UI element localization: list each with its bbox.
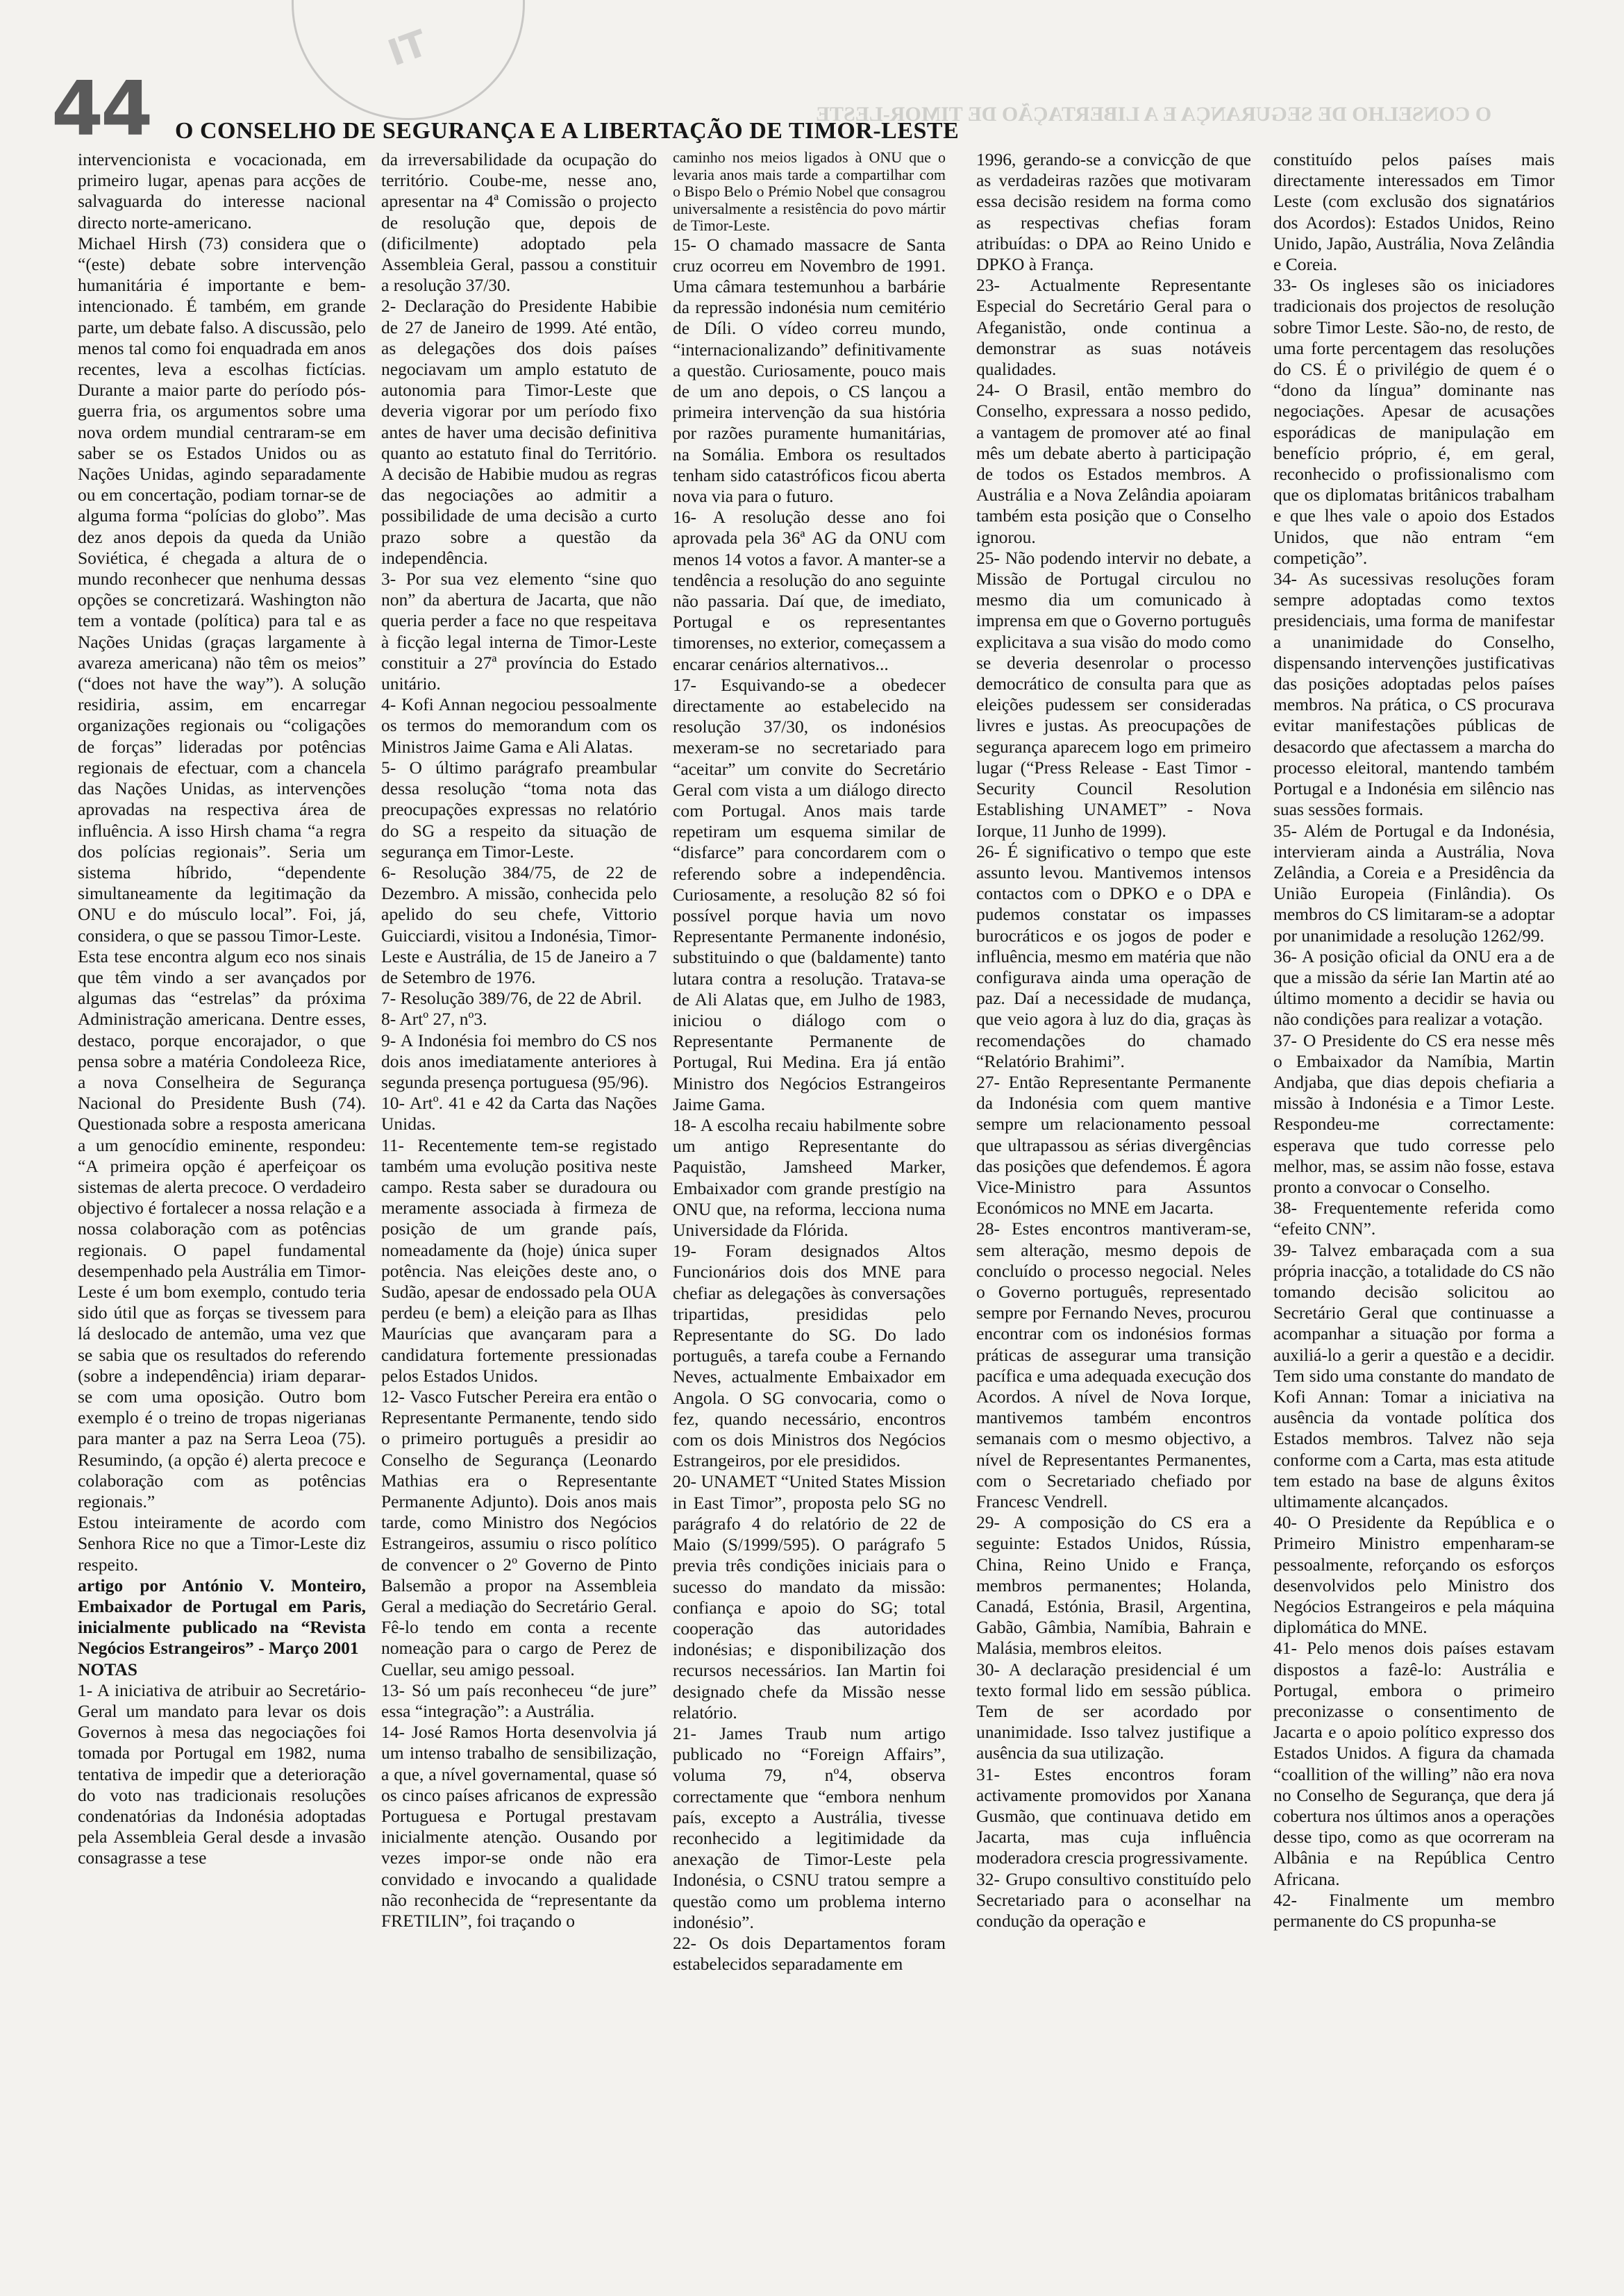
paragraph: intervencionista e vocacionada, em primeiro lugar, apenas para acções de salvaguarda do interesse nacional directo norte-americano. bbox=[78, 149, 366, 233]
note: 9- A Indonésia foi membro do CS nos dois anos imediatamente anteriores à segunda presença portuguesa (95/96). bbox=[381, 1030, 657, 1092]
note: 34- As sucessivas resoluções foram sempre adoptadas como textos presidenciais, uma forma de manifestar a unanimidade do Conselho, dispensando intervenções justificativas das posições adoptadas pelos países membros. Na prática, o CS procurava evitar manifestações públicas de desacordo que afectassem a marcha do processo eleitoral, mantendo também Portugal e a Indonésia em silêncio nas suas sessões formais. bbox=[1273, 569, 1555, 820]
note: caminho nos meios ligados à ONU que o levaria anos mais tarde a compartilhar com o Bispo Belo o Prémio Nobel que consagrou universalmente a resistência do povo mártir de Timor-Leste. bbox=[673, 149, 946, 234]
note: 10- Artº. 41 e 42 da Carta das Nações Unidas. bbox=[381, 1093, 657, 1134]
note: 42- Finalmente um membro permanente do CS propunha-se bbox=[1273, 1889, 1555, 1932]
note: 41- Pelo menos dois países estavam dispostos a fazê-lo: Austrália e Portugal, embora o primeiro preconizasse o consentimento de Jacarta e o apoio político expresso dos Estados Unidos. A figura da chamada “coallition of the willing” não era nova no Conselho de Segurança, que dera já cobertura nos últimos anos a operações desse tipo, como as que ocorreram na Albânia e na República Centro Africana. bbox=[1273, 1638, 1555, 1889]
note: 31- Estes encontros foram activamente promovidos por Xanana Gusmão, que continuava detido em Jacarta, mas cuja influência moderadora crescia progressivamente. bbox=[976, 1763, 1251, 1868]
column-1 bbox=[78, 149, 366, 1869]
column-5 bbox=[1273, 149, 1555, 1932]
page-number: 44 bbox=[51, 66, 151, 153]
note: 6- Resolução 384/75, de 22 de Dezembro. A missão, conhecida pelo apelido do seu chefe, Vittorio Guicciardi, visitou a Indonésia, Timor-Leste e Austrália, de 15 de Janeiro a 7 de Setembro de 1976. bbox=[381, 862, 657, 987]
note: 23- Actualmente Representante Especial do Secretário Geral para o Afeganistão, onde continua a demonstrar as suas notáveis qualidades. bbox=[976, 275, 1251, 380]
note: 24- O Brasil, então membro do Conselho, expressara a nosso pedido, a vantagem de promover até ao final mês um debate aberto à participação de todos os Estados membros. A Austrália e a Nova Zelândia apoiaram também esta posição que o Conselho ignorou. bbox=[976, 380, 1251, 547]
note: 3- Por sua vez elemento “sine quo non” da abertura de Jacarta, que não queria perder a face no que respeitava à ficção legal interna de Timor-Leste constituir a 27ª província do Estado unitário. bbox=[381, 569, 657, 694]
author-credit: artigo por António V. Monteiro, Embaixador de Portugal em Paris, inicialmente publicado na “Revista Negócios Estrangeiros” - Março 2001 bbox=[78, 1575, 366, 1659]
column-4 bbox=[976, 149, 1251, 1932]
note: 17- Esquivando-se a obedecer directamente ao estabelecido na resolução 37/30, os indonésios mexeram-se no secretariado para “aceitar” um convite do Secretário Geral com vista a um diálogo directo com Portugal. Anos mais tarde repetiram um esquema similar de “disfarce” para concordarem com o referendo sobre a independência. Curiosamente, a resolução 82 só foi possível porque havia um novo Representante Permanente indonésio, substituindo o que (baldamente) tanto lutara contra a resolução. Tratava-se de Ali Alatas que, em Julho de 1983, iniciou o diálogo com o Representante Permanente de Portugal, Rui Medina. Era já então Ministro dos Negócios Estrangeiros Jaime Gama. bbox=[673, 674, 946, 1114]
paragraph: Michael Hirsh (73) considera que o “(este) debate sobre intervenção humanitária é importante e bem-intencionado. É também, em grande parte, um debate falso. A discussão, pelo menos tal como foi enquadrada em anos recentes, leva a escolhas fictícias. Durante a maior parte do período pós-guerra fria, os argumentos sobre uma nova ordem mundial centraram-se em saber se os Estados Unidos ou as Nações Unidas, agindo separadamente ou em concertação, podiam tornar-se de alguma forma “polícias do globo”. Mas dez anos depois da queda da União Soviética, é chegada a altura de o mundo reconhecer que nenhuma dessas opções se concretizará. Washington não tem a vontade (política) para tal e as Nações Unidas (graças largamente à avareza americana) não têm os meios” (“does not have the way”). A solução residiria, assim, em encarregar organizações regionais ou “coligações de forças” lideradas por potências regionais de efectuar, com a chancela das Nações Unidas, as intervenções aprovadas na respectiva área de influência. A isso Hirsh chama “a regra dos polícias regionais”. Seria um sistema híbrido, “dependente simultaneamente da legitimação da ONU e do músculo local”. Foi, já, considera, o que se passou Timor-Leste. bbox=[78, 233, 366, 946]
note: 33- Os ingleses são os iniciadores tradicionais dos projectos de resolução sobre Timor Leste. São-no, de resto, de uma forte percentagem das resoluções do CS. É o privilégio de quem é o “dono da língua” dominante nas negociações. Apesar de acusações esporádicas de manipulação em benefício próprio, é, em geral, reconhecido o profissionalismo com que os diplomatas britânicos trabalham e que lhes vale o apoio dos Estados Unidos, que não entram “em competição”. bbox=[1273, 275, 1555, 568]
paragraph: Estou inteiramente de acordo com Senhora Rice no que a Timor-Leste diz respeito. bbox=[78, 1512, 366, 1575]
note: 1996, gerando-se a convicção de que as verdadeiras razões que motivaram essa decisão residem na forma como as respectivas chefias foram atribuídas: o DPA ao Reino Unido e DPKO à França. bbox=[976, 149, 1251, 275]
column-2 bbox=[381, 149, 657, 1932]
note: da irreversabilidade da ocupação do território. Coube-me, nesse ano, apresentar na 4ª Comissão o projecto de resolução que, depois de (dificilmente) adoptado pela Assembleia Geral, passou a constituir a resolução 37/30. bbox=[381, 149, 657, 296]
note: 1- A iniciativa de atribuir ao Secretário-Geral um mandato para levar os dois Governos à mesa das negociações foi tomada por Portugal em 1982, numa tentativa de impedir que a deterioração do voto nas tradicionais resoluções condenatórias da Indonésia adoptadas pela Assembleia Geral desde a invasão consagrasse a tese bbox=[78, 1679, 366, 1868]
note: 2- Declaração do Presidente Habibie de 27 de Janeiro de 1999. Até então, as delegações dos dois países negociavam um amplo estatuto de autonomia para Timor-Leste que deveria vigorar por um período fixo antes de haver uma decisão definitiva quanto ao estatuto final do Território. A decisão de Habibie mudou as regras das negociações ao admitir a possibilidade de uma decisão a curto prazo sobre a questão da independência. bbox=[381, 296, 657, 568]
note: 37- O Presidente do CS era nesse mês o Embaixador da Namíbia, Martin Andjaba, que dias depois chefiaria a missão à Indonésia e a Timor Leste. Respondeu-me correctamente: esperava que tudo corresse pelo melhor, mas, se assim não fosse, estava pronto a convocar o Conselho. bbox=[1273, 1030, 1555, 1197]
note: 38- Frequentemente referida como “efeito CNN”. bbox=[1273, 1198, 1555, 1239]
note: 26- É significativo o tempo que este assunto levou. Mantivemos intensos contactos com o DPKO e o DPA e pudemos constatar os impasses burocráticos e os jogos de poder e influência, mesmo em matéria que não configurava ainda uma operação de paz. Daí a necessidade de mudança, que veio agora à luz do dia, graças às recomendações do chamado “Relatório Brahimi”. bbox=[976, 841, 1251, 1071]
notes-heading: NOTAS bbox=[78, 1659, 137, 1679]
note: 22- Os dois Departamentos foram estabelecidos separadamente em bbox=[673, 1932, 946, 1975]
bleed-through-title: O CONSELHO DE SEGURANÇA E A LIBERTAÇÃO DE TIMOR-LESTE bbox=[816, 103, 1492, 126]
note: constituído pelos países mais directamente interessados em Timor Leste (com exclusão dos signatários dos Acordos): Estados Unidos, Reino Unido, Japão, Austrália, Nova Zelândia e Coreia. bbox=[1273, 149, 1555, 275]
note: 27- Então Representante Permanente da Indonésia com quem mantive sempre um relacionamento pessoal que ultrapassou as sérias divergências das posições que defendemos. É agora Vice-Ministro para Assuntos Económicos no MNE em Jacarta. bbox=[976, 1071, 1251, 1218]
note: 28- Estes encontros mantiveram-se, sem alteração, mesmo depois de concluído o processo negocial. Neles o Governo português, representado sempre por Fernando Neves, procurou encontrar com os indonésios formas práticas de assegurar uma transição pacífica e uma adequada execução dos Acordos. A nível de Nova Iorque, mantivemos também encontros semanais com o mesmo objectivo, a nível de Representantes Permanentes, com o Secretariado chefiado por Francesc Vendrell. bbox=[976, 1218, 1251, 1511]
page-title: O CONSELHO DE SEGURANÇA E A LIBERTAÇÃO DE TIMOR-LESTE bbox=[175, 118, 960, 144]
note: 21- James Traub num artigo publicado no “Foreign Affairs”, voluma 79, nº4, observa correctamente que “embora nenhum país, excepto a Austrália, tivesse reconhecido a legitimidade da anexação de Timor-Leste pela Indonésia, o CSNU tratou sempre a questão como um problema interno indonésio”. bbox=[673, 1723, 946, 1932]
note: 36- A posição oficial da ONU era a de que a missão da série Ian Martin até ao último momento a decidir se havia ou não condições para realizar a votação. bbox=[1273, 946, 1555, 1030]
note: 29- A composição do CS era a seguinte: Estados Unidos, Rússia, China, Reino Unido e França, membros permanentes; Holanda, Canadá, Estónia, Brasil, Argentina, Gabão, Gâmbia, Namíbia, Bahrain e Malásia, membros eleitos. bbox=[976, 1512, 1251, 1659]
note: 25- Não podendo intervir no debate, a Missão de Portugal circulou no mesmo dia um comunicado à imprensa em que o Governo português explicitava a sua visão do modo como se deveria desenrolar o processo democrático de consulta para que as eleições pudessem ser consideradas livres e justas. As preocupações de segurança aparecem logo em primeiro lugar (“Press Release - East Timor - Security Council Resolution Establishing UNAMET” - Nova Iorque, 11 Junho de 1999). bbox=[976, 547, 1251, 841]
note: 20- UNAMET “United States Mission in East Timor”, proposta pelo SG no parágrafo 4 do relatório de 22 de Maio (S/1999/595). O parágrafo 5 previa três condições iniciais para o sucesso do mandato da missão: confiança e apoio do SG; total cooperação das autoridades indonésias; e disponibilização dos recursos necessários. Ian Martin foi designado chefe da Missão nesse relatório. bbox=[673, 1471, 946, 1723]
note: 11- Recentemente tem-se registado também uma evolução positiva neste campo. Resta saber se duradoura ou meramente associada à firmeza de posição de um grande país, nomeadamente da (hoje) única super potência. Nas eleições deste ano, o Sudão, apesar de endossado pela OUA perdeu (e bem) a eleição para as Ilhas Maurícias que avançaram para a candidatura fortemente pressionadas pelos Estados Unidos. bbox=[381, 1134, 657, 1386]
note: 40- O Presidente da República e o Primeiro Ministro empenharam-se pessoalmente, reforçando os esforços desenvolvidos pelo Ministro dos Negócios Estrangeiros e pela máquina diplomática do MNE. bbox=[1273, 1512, 1555, 1638]
note: 39- Talvez embaraçada com a sua própria inacção, a totalidade do CS não tomando decisão solicitou ao Secretário Geral que continuasse a acompanhar a situação por forma a auxiliá-lo a gerir a questão e a decidir. Tem sido uma constante do mandato de Kofi Annan: Tomar a iniciativa na ausência da vontade política dos Estados membros. Talvez não seja conforme com a Carta, mas esta atitude tem estado na base de alguns êxitos ultimamente alcançados. bbox=[1273, 1239, 1555, 1511]
note: 19- Foram designados Altos Funcionários dois dos MNE para chefiar as delegações às conversações tripartidas, presididas pelo Representante do SG. Do lado português, a tarefa coube a Fernando Neves, actualmente Embaixador em Angola. O SG convocaria, como o fez, quando necessário, encontros com os dois Ministros dos Negócios Estrangeiros, por ele presididos. bbox=[673, 1241, 946, 1471]
note: 5- O último parágrafo preambular dessa resolução “toma nota das preocupações expressas no relatório do SG a respeito da situação de segurança em Timor-Leste. bbox=[381, 757, 657, 862]
note: 18- A escolha recaiu habilmente sobre um antigo Representante do Paquistão, Jamsheed Marker, Embaixador com grande prestígio na ONU que, na reforma, lecciona numa Universidade da Flórida. bbox=[673, 1115, 946, 1241]
note: 13- Só um país reconheceu “de jure” essa “integração”: a Austrália. bbox=[381, 1679, 657, 1722]
note: 32- Grupo consultivo constituído pelo Secretariado para o aconselhar na condução da operação e bbox=[976, 1868, 1251, 1932]
column-3 bbox=[673, 149, 946, 1975]
note: 8- Artº 27, nº3. bbox=[381, 1009, 487, 1030]
note: 12- Vasco Futscher Pereira era então o Representante Permanente, tendo sido o primeiro português a presidir ao Conselho de Segurança (Leonardo Mathias era o Representante Permanente Adjunto). Dois anos mais tarde, como Ministro dos Negócios Estrangeiros, assumiu o risco político de convencer o 2º Governo de Pinto Balsemão a propor na Assembleia Geral a mediação do Secretário Geral. Fê-lo tendo em conta a recente nomeação para o cargo de Perez de Cuellar, seu amigo pessoal. bbox=[381, 1386, 657, 1679]
note: 16- A resolução desse ano foi aprovada pela 36ª AG da ONU com menos 14 votos a favor. A manter-se a tendência a resolução do ano seguinte não passaria. Daí que, de imediato, Portugal e os representantes timorenses, no exterior, começassem a encarar cenários alternativos... bbox=[673, 507, 946, 674]
stamp-mark: IT bbox=[383, 22, 433, 75]
note: 14- José Ramos Horta desenvolvia já um intenso trabalho de sensibilização, a que, a nível governamental, quase só os cinco países africanos de expressão Portuguesa e Portugal prestavam inicialmente atenção. Ousando por vezes impor-se onde não era convidado e invocando a qualidade não reconhecida de “representante da FRETILIN”, foi traçando o bbox=[381, 1722, 657, 1932]
paragraph: Esta tese encontra algum eco nos sinais que têm vindo a ser avançados por algumas das “estrelas” da próxima Administração americana. Dentre esses, destaco, porque encorajador, o que pensa sobre a matéria Condoleeza Rice, a nova Conselheira de Segurança Nacional do Presidente Bush (74). Questionada sobre a resposta americana a um genocídio eminente, respondeu: “A primeira opção é aperfeiçoar os sistemas de alerta precoce. O verdadeiro objectivo é fortalecer a nossa relação e a nossa colaboração com as potências regionais. O papel fundamental desempenhado pela Austrália em Timor-Leste é um bom exemplo, contudo teria sido útil que as forças se tivessem para lá deslocado de antemão, uma vez que se sabia que os resultados do referendo (sobre a independência) iriam deparar-se com uma oposição. Outro bom exemplo é o treino de tropas nigerianas para manter a paz na Serra Leoa (75). Resumindo, (a opção é) alerta precoce e colaboração com as potências regionais.” bbox=[78, 946, 366, 1511]
note: 7- Resolução 389/76, de 22 de Abril. bbox=[381, 988, 642, 1009]
note: 35- Além de Portugal e da Indonésia, intervieram ainda a Austrália, Nova Zelândia, a Coreia e a Presidência da União Europeia (Finlândia). Os membros do CS limitaram-se a adoptar por unanimidade a resolução 1262/99. bbox=[1273, 820, 1555, 946]
note: 15- O chamado massacre de Santa cruz ocorreu em Novembro de 1991. Uma câmara testemunhou a barbárie da repressão indonésia num cemitério de Díli. O vídeo correu mundo, “internacionalizando” definitivamente a questão. Curiosamente, pouco mais de um ano depois, o CS lançou a primeira intervenção da sua história por razões puramente humanitárias, na Somália. Embora os resultados tenham sido catastróficos ficou aberta nova via para o futuro. bbox=[673, 234, 946, 506]
note: 30- A declaração presidencial é um texto formal lido em sessão pública. Tem de ser acordado por unanimidade. Isso talvez justifique a ausência da sua utilização. bbox=[976, 1659, 1251, 1763]
note: 4- Kofi Annan negociou pessoalmente os termos do memorandum com os Ministros Jaime Gama e Ali Alatas. bbox=[381, 694, 657, 757]
